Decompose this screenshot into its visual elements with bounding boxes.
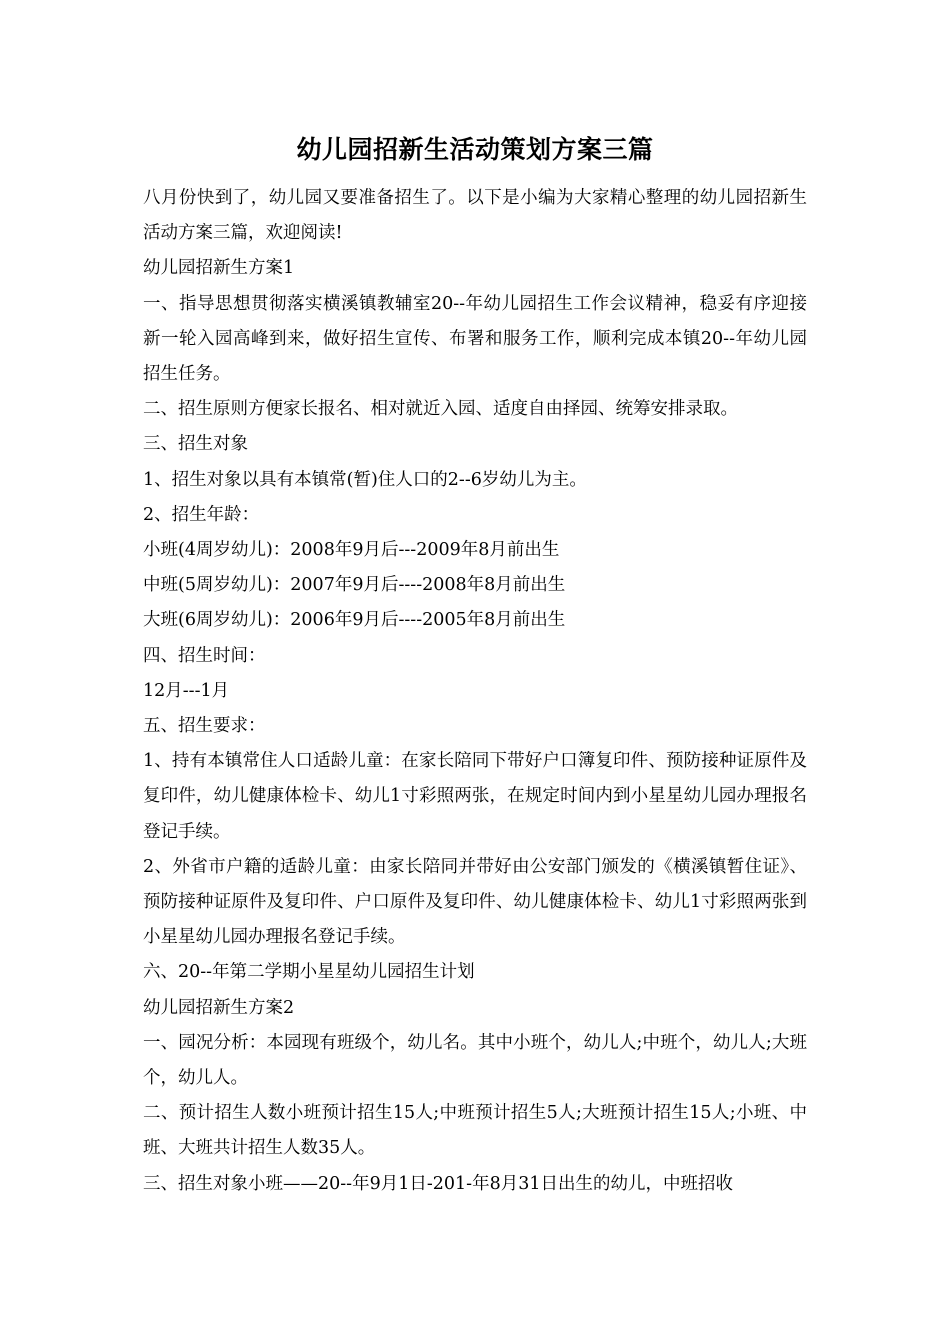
paragraph-requirement-local: 1、持有本镇常住人口适龄儿童：在家长陪同下带好户口簿复印件、预防接种证原件及复印件，幼儿健康体检卡、幼儿1寸彩照两张，在规定时间内到小星星幼儿园办理报名登记手续。 — [143, 751, 807, 842]
paragraph-enrollment-principle: 二、招生原则方便家长报名、相对就近入园、适度自由择园、统筹安排录取。 — [143, 399, 738, 420]
section-heading-plan-1: 幼儿园招新生方案1 — [143, 258, 295, 279]
paragraph-enrollment-time-heading: 四、招生时间： — [143, 645, 266, 666]
paragraph-enrollment-plan-heading: 六、20--年第二学期小星星幼儿园招生计划 — [143, 962, 475, 983]
document-body — [143, 181, 807, 1202]
paragraph-enrollment-target-heading: 三、招生对象 — [143, 434, 248, 455]
paragraph-enrollment-time: 12月---1月 — [143, 680, 230, 701]
paragraph-middle-class-age: 中班(5周岁幼儿)：2007年9月后----2008年8月前出生 — [143, 575, 566, 596]
paragraph-enrollment-target: 1、招生对象以具有本镇常(暂)住人口的2--6岁幼儿为主。 — [143, 469, 587, 490]
paragraph-requirements-heading: 五、招生要求： — [143, 716, 266, 737]
paragraph-guiding-ideology: 一、指导思想贯彻落实横溪镇教辅室20--年幼儿园招生工作会议精神，稳妥有序迎接新一轮入园高峰到来，做好招生宣传、布署和服务工作，顺利完成本镇20--年幼儿园招生任务。 — [143, 293, 807, 385]
paragraph-enrollment-target-plan-2: 三、招生对象小班——20--年9月1日-201-年8月31日出生的幼儿，中班招收 — [143, 1173, 733, 1194]
paragraph-enrollment-age-heading: 2、招生年龄： — [143, 504, 260, 525]
paragraph-small-class-age: 小班(4周岁幼儿)：2008年9月后---2009年8月前出生 — [143, 540, 560, 561]
paragraph-requirement-nonlocal: 2、外省市户籍的适龄儿童：由家长陪同并带好由公安部门颁发的《横溪镇暂住证》、预防接种证原件及复印件、户口原件及复印件、幼儿健康体检卡、幼儿1寸彩照两张到小星星幼儿园办理报名登记手续。 — [143, 856, 807, 948]
intro-paragraph: 八月份快到了，幼儿园又要准备招生了。以下是小编为大家精心整理的幼儿园招新生活动方案三篇，欢迎阅读! — [143, 188, 807, 244]
paragraph-kindergarten-analysis: 一、园况分析：本园现有班级个，幼儿名。其中小班个，幼儿人;中班个，幼儿人;大班个，幼儿人。 — [143, 1032, 807, 1089]
paragraph-large-class-age: 大班(6周岁幼儿)：2006年9月后----2005年8月前出生 — [143, 610, 566, 631]
section-heading-plan-2: 幼儿园招新生方案2 — [143, 997, 295, 1018]
document-title: 幼儿园招新生活动策划方案三篇 — [296, 135, 654, 164]
paragraph-expected-enrollment: 二、预计招生人数小班预计招生15人;中班预计招生5人;大班预计招生15人;小班、中班、大班共计招生人数35人。 — [143, 1103, 807, 1159]
